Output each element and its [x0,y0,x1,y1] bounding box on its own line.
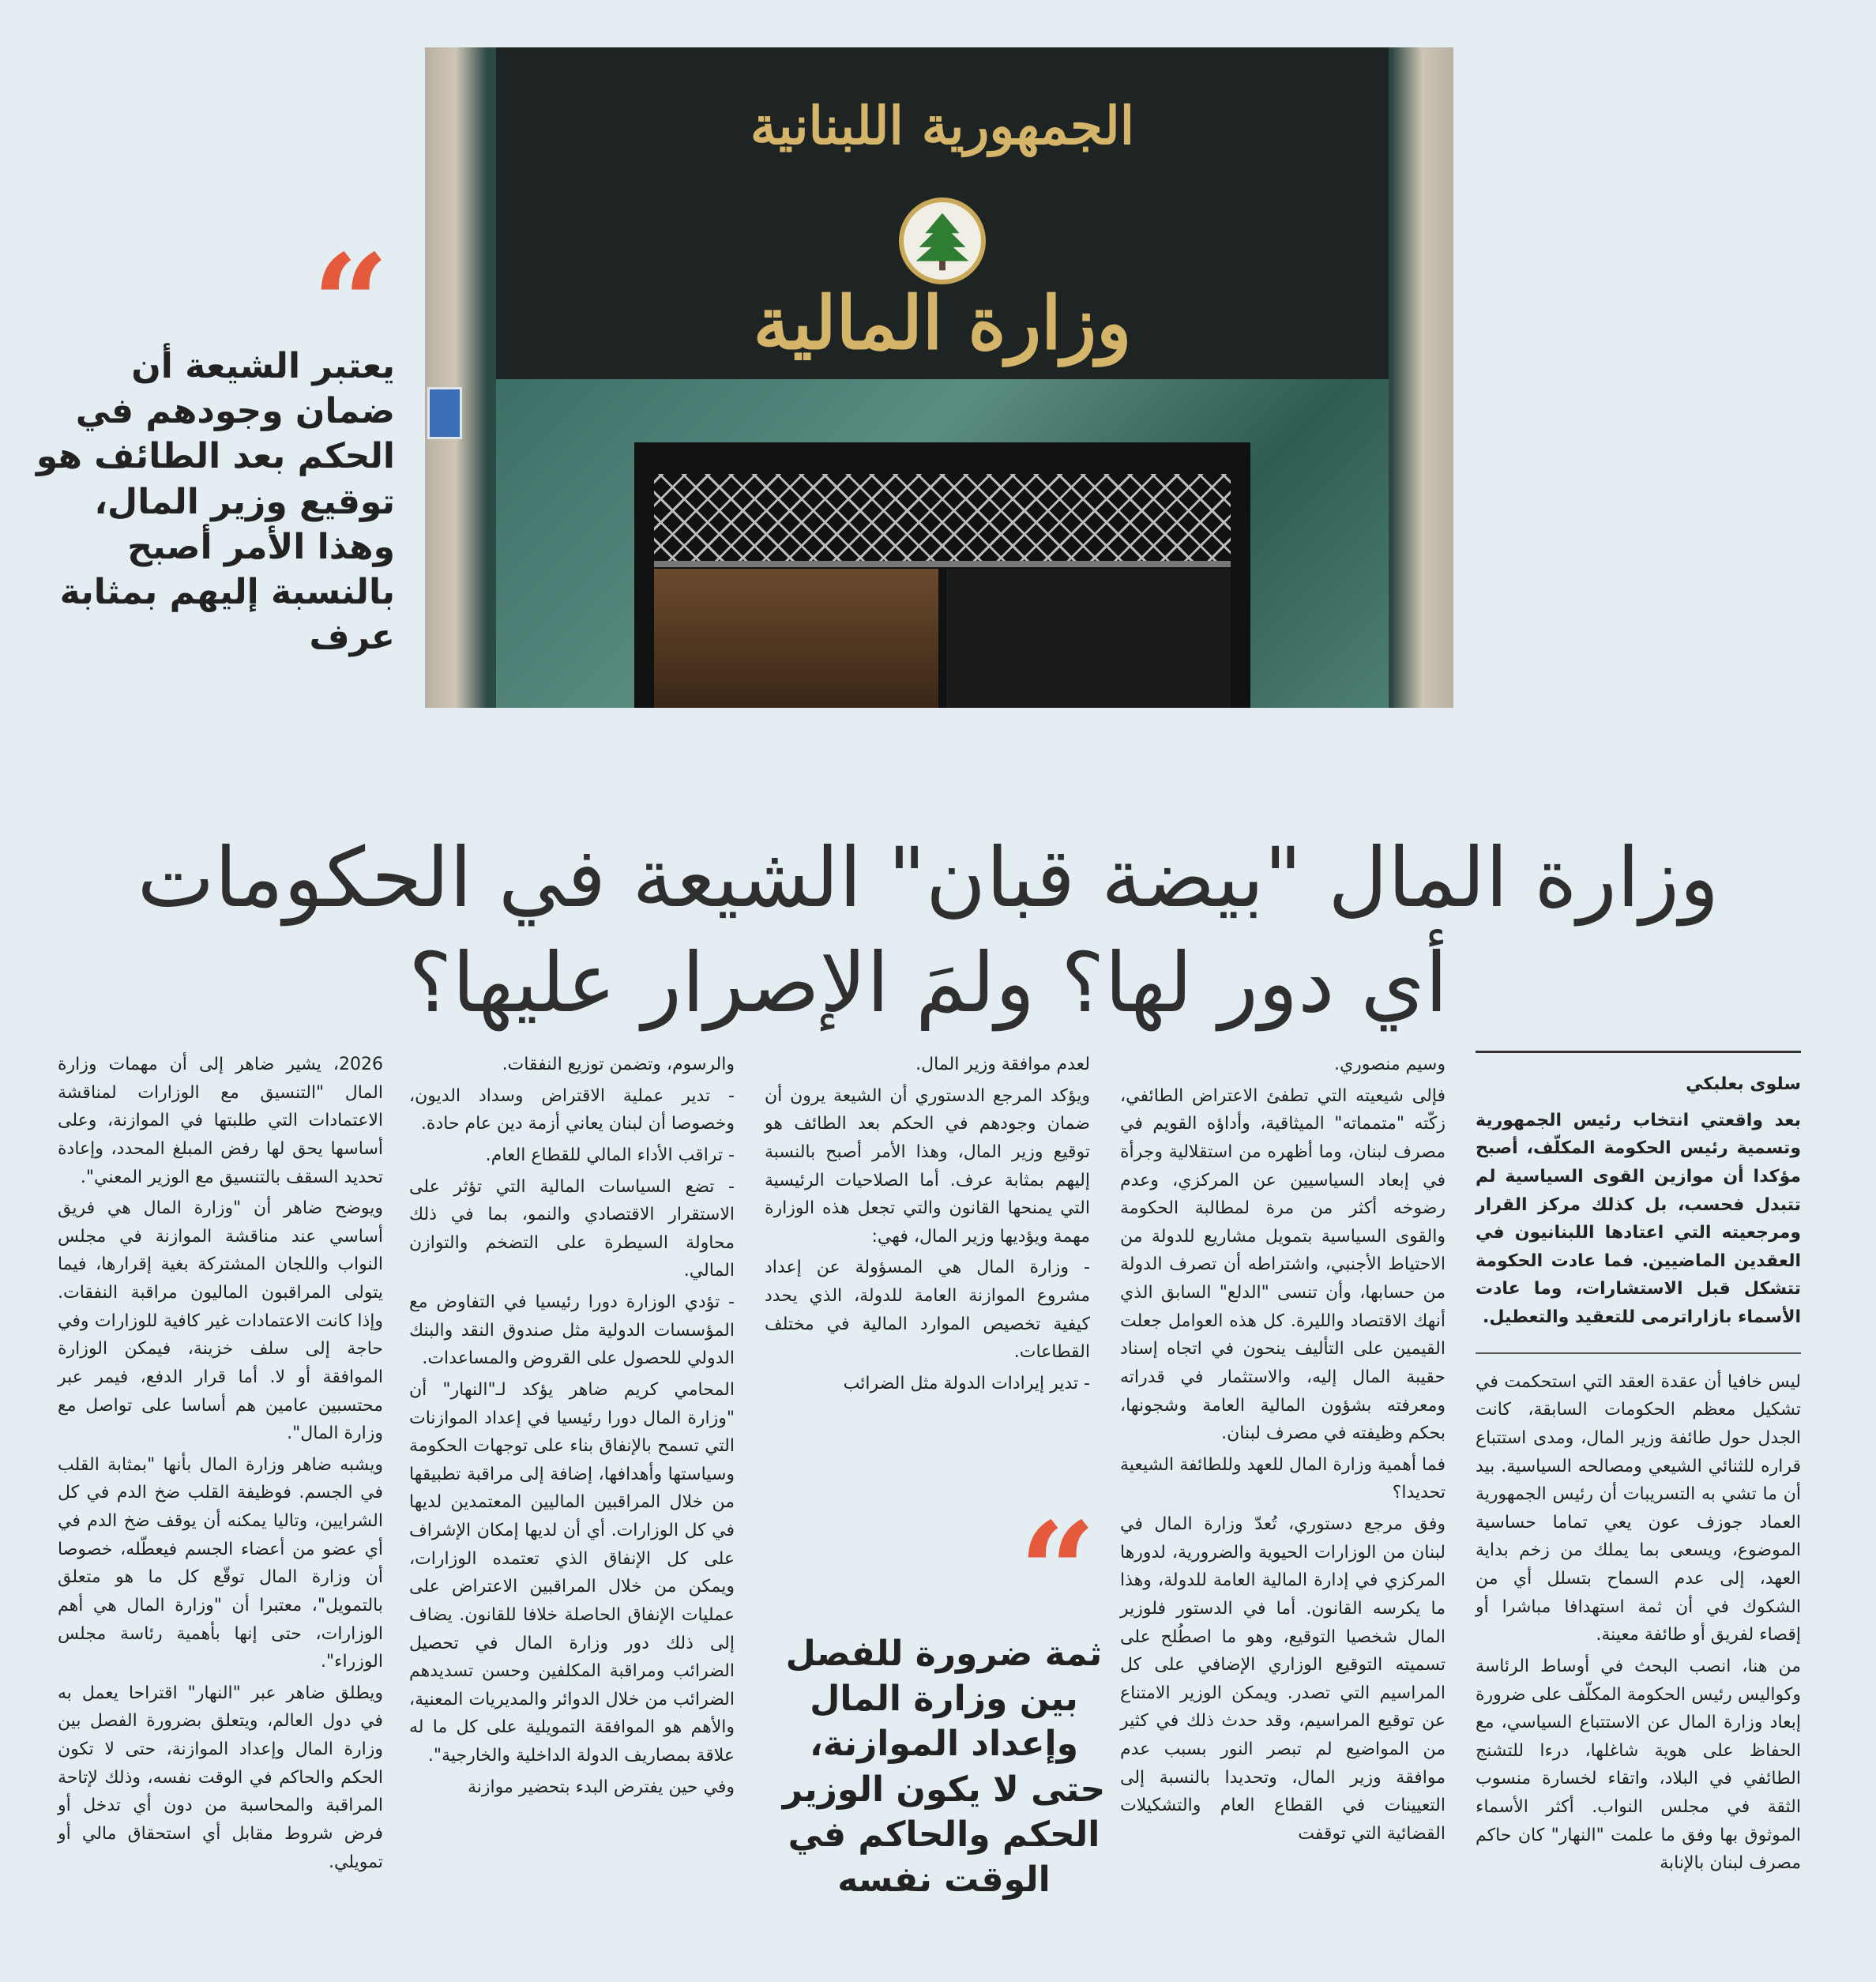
cedar-emblem-icon [899,197,986,284]
headline-line2: أي دور لها؟ ولمَ الإصرار عليها؟ [408,934,1448,1031]
paragraph: فما أهمية وزارة المال للعهد وللطائفة الشيعية تحديدا؟ [1120,1454,1446,1503]
divider [1476,1352,1801,1354]
quote-mark-icon: “ [1019,1493,1096,1651]
paragraph: وسيم منصوري. [1333,1055,1446,1074]
paragraph: - تضع السياسات المالية التي تؤثر على الاستقرار الاقتصادي والنمو، بما في ذلك محاولة السيطرة على التضخم والتوازن المالي. [409,1176,735,1281]
ministry-photo [425,47,1453,708]
paragraph: ويشبه ضاهر وزارة المال بأنها "بمثابة القلب في الجسم. فوظيفة القلب ضخ الدم في كل الشرايين، وتاليا يمكنه أن يوقف ضخ الدم في أي عضو من أعضاء الجسم فيعطّله، خصوصا أن وزارة المال توقّع كل ما هو متعلق بالتمويل"، معتبرا أن "وزارة المال هي أهم الوزارات، حتى إنها بأهمية رئاسة مجلس الوزراء". [58,1454,383,1672]
paragraph: وفق مرجع دستوري، تُعدّ وزارة المال في لبنان من الوزارات الحيوية والضرورية، لدورها المركزي في إدارة المالية العامة للدولة، وهذا ما يكرسه القانون. أما في الدستور فلوزير المال شخصيا التوقيع، وهو ما اصطُلح على تسميته التوقيع الوزاري الإضافي على كل المراسيم التي تصدر. ويمكن الوزير الامتناع عن توقيع المراسيم، وقد حدث ذلك في كثير من المواضيع لم تبصر النور بسبب عدم موافقة وزير المال، وتحديدا بالنسبة إلى التعيينات في القطاع العام والتشكيلات القضائية التي توقفت [1120,1514,1446,1844]
paragraph: - تدير إيرادات الدولة مثل الضرائب [843,1373,1090,1393]
paragraph: المحامي كريم ضاهر يؤكد لـ"النهار" أن "وزارة المال دورا رئيسيا في إعداد الموازنات التي تسمح بالإنفاق بناء على توجهات الحكومة وسياستها وأهدافها، إضافة إلى مراقبة تطبيقها من خلال المراقبين الماليين المعتمدين لديها في كل الوزارات. أي أن لديها إمكان الإشراف على كل الإنفاق الذي تعتمده الوزارات، ويمكن من خلال المراقبين الاعتراض على عمليات الإنفاق الحاصلة خلافا للقانون. يضاف إلى ذلك دور وزارة المال في تحصيل الضرائب ومراقبة المكلفين وحسن تسديدهم الضرائب من خلال الدوائر والمديريات المعنية، والأهم هو الموافقة التمويلية على كل ما له علاقة بمصاريف الدولة الداخلية والخارجية". [409,1379,735,1766]
article-column-2 [1120,1051,1446,1852]
lede: بعد واقعتي انتخاب رئيس الجمهورية وتسمية رئيس الحكومة المكلّف، أصبح مؤكدا أن موازين القوى السياسية لم تتبدل فحسب، بل كذلك مركز القرار ومرجعيته التي اعتادها اللبنانيون في العقدين الماضيين. فما عادت الحكومة تتشكل قبل الاستشارات، وما عادت الأسماء بازاراترمى للتعقيد والتعطيل. [1476,1110,1801,1327]
paragraph: ويؤكد المرجع الدستوري أن الشيعة يرون أن ضمان وجودهم في الحكم بعد الطائف هو توقيع وزير المال، وهذا الأمر أصبح بالنسبة إليهم بمثابة عرف. أما الصلاحيات الرئيسية التي يمنحها القانون والتي تجعل هذه الوزارة مهمة ويؤديها وزير المال، فهي: [765,1085,1090,1247]
door-lattice [654,474,1231,567]
paragraph: - تؤدي الوزارة دورا رئيسيا في التفاوض مع المؤسسات الدولية مثل صندوق النقد والبنك الدولي للحصول على القروض والمساعدات. [409,1292,735,1369]
paragraph: 2026، يشير ضاهر إلى أن مهمات وزارة المال "التنسيق مع الوزارات لمناقشة الاعتمادات التي طلبتها في الموازنة، وعلى أساسها يحق لها رفض المبلغ المحدد، وإعادة تحديد السقف بالتنسيق مع الوزير المعني". [58,1055,383,1187]
article-column-1 [1476,1051,1801,1881]
paragraph: والرسوم، وتضمن توزيع النفقات. [502,1055,735,1074]
door-glass [946,569,1231,708]
building-sign [496,47,1389,379]
headline-line1: وزارة المال "بيضة قبان" الشيعة في الحكومات [137,829,1720,926]
article-column-5 [58,1051,383,1879]
headline [59,826,1797,1036]
article-column-3 [765,1051,1090,1401]
door-interior [654,569,938,708]
pull-quote: ثمة ضرورة للفصل بين وزارة المال وإعداد الموازنة، حتى لا يكون الوزير الحكم والحاكم في الوقت نفسه [782,1634,1106,1900]
article-column-4 [409,1051,735,1804]
paragraph: - تراقب الأداء المالي للقطاع العام. [485,1145,735,1165]
byline: سلوى بعلبكي [1686,1074,1801,1094]
paragraph: فإلى شيعيته التي تطفئ الاعتراض الطائفي، زكّته "متمماته" الميثاقية، وأداؤه القويم في مصرف لبنان، وما أظهره من استقلالية وجرأة في إبعاد السياسيين عن المركزي، وعدم رضوخه أكثر من مرة لمطالبة الحكومة والقوى السياسية بتمويل مشاريع للدولة من الاحتياط الأجنبي، واشتراطه أن تصرف الدولة من حسابها، وأن تنسى "الدلع" السابق الذي أنهك الاقتصاد والليرة. كل هذه العوامل جعلت القيمين على التأليف ينحون في اتجاه إسناد حقيبة المال إليه، والاستثمار في قدراته ومعرفته بشؤون المالية العامة وشجونها، بحكم وظيفته في مصرف لبنان. [1120,1085,1446,1444]
paragraph: ليس خافيا أن عقدة العقد التي استحكمت في تشكيل معظم الحكومات السابقة، كانت الجدل حول طائفة وزير المال، ومدى استتباع قراره للثنائي الشيعي ومصالحه السياسية. بيد أن ما تشي به التسريبات أن رئيس الجمهورية العماد جوزف عون يعي تماما حساسية الموضوع، ويسعى بما يملك من زخم بداية العهد، إلى عدم السماح بتسلل أي من الشكوك في أن ثمة استهدافا مباشرا أو إقصاء لفريق أو طائفة معينة. [1476,1371,1801,1645]
paragraph: لعدم موافقة وزير المال. [915,1055,1090,1074]
sign-top-text: الجمهورية اللبنانية [750,95,1135,156]
wall-plate [427,387,462,439]
paragraph: وفي حين يفترض البدء بتحضير موازنة [467,1777,735,1797]
paragraph: ويطلق ضاهر عبر "النهار" اقتراحا يعمل به في دول العالم، ويتعلق بضرورة الفصل بين وزارة المال وإعداد الموازنة، حتى لا تكون الحكم والحاكم في الوقت نفسه، وذلك لإتاحة المراقبة والمحاسبة من دون أي تدخل أو فرض شروط مقابل أي استحقاق مالي أو تمويلي. [58,1683,383,1872]
divider [1476,1051,1801,1053]
paragraph: - وزارة المال هي المسؤولة عن إعداد مشروع الموازنة العامة للدولة، الذي يحدد كيفية تخصيص الموارد المالية في مختلف القطاعات. [765,1258,1090,1363]
paragraph: من هنا، انصب البحث في أوساط الرئاسة وكواليس رئيس الحكومة المكلّف على ضرورة إبعاد وزارة المال عن الاستتباع السياسي، مع الحفاظ على هوية شاغلها، درءا للتشنج الطائفي في البلاد، واتقاء لخسارة منسوب الثقة في مجلس النواب. أكثر الأسماء الموثوق بها وفق ما علمت "النهار" كان حاكم مصرف لبنان بالإنابة [1476,1656,1801,1874]
quote-mark-icon: “ [312,225,389,383]
paragraph: ويوضح ضاهر أن "وزارة المال هي فريق أساسي عند مناقشة الموازنة في مجلس النواب واللجان المشتركة بغية إقرارها، فيما يتولى المراقبون الماليون مراقبة النفقات. وإذا كانت الاعتمادات غير كافية للوزارات وفي حاجة إلى سلف خزينة، فيمكن الوزارة الموافقة أو لا. أما قرار الدفع، فيمر عبر محتسبين عامين هم أساسا على تواصل مع وزارة المال". [58,1198,383,1444]
paragraph: - تدير عملية الاقتراض وسداد الديون، وخصوصا أن لبنان يعاني أزمة دين عام حادة. [409,1085,735,1134]
pull-quote: يعتبر الشيعة أن ضمان وجودهم في الحكم بعد الطائف هو توقيع وزير المال، وهذا الأمر أصبح بالنسبة إليهم بمثابة عرف [36,346,395,658]
sign-bottom-text: وزارة المالية [753,280,1132,366]
